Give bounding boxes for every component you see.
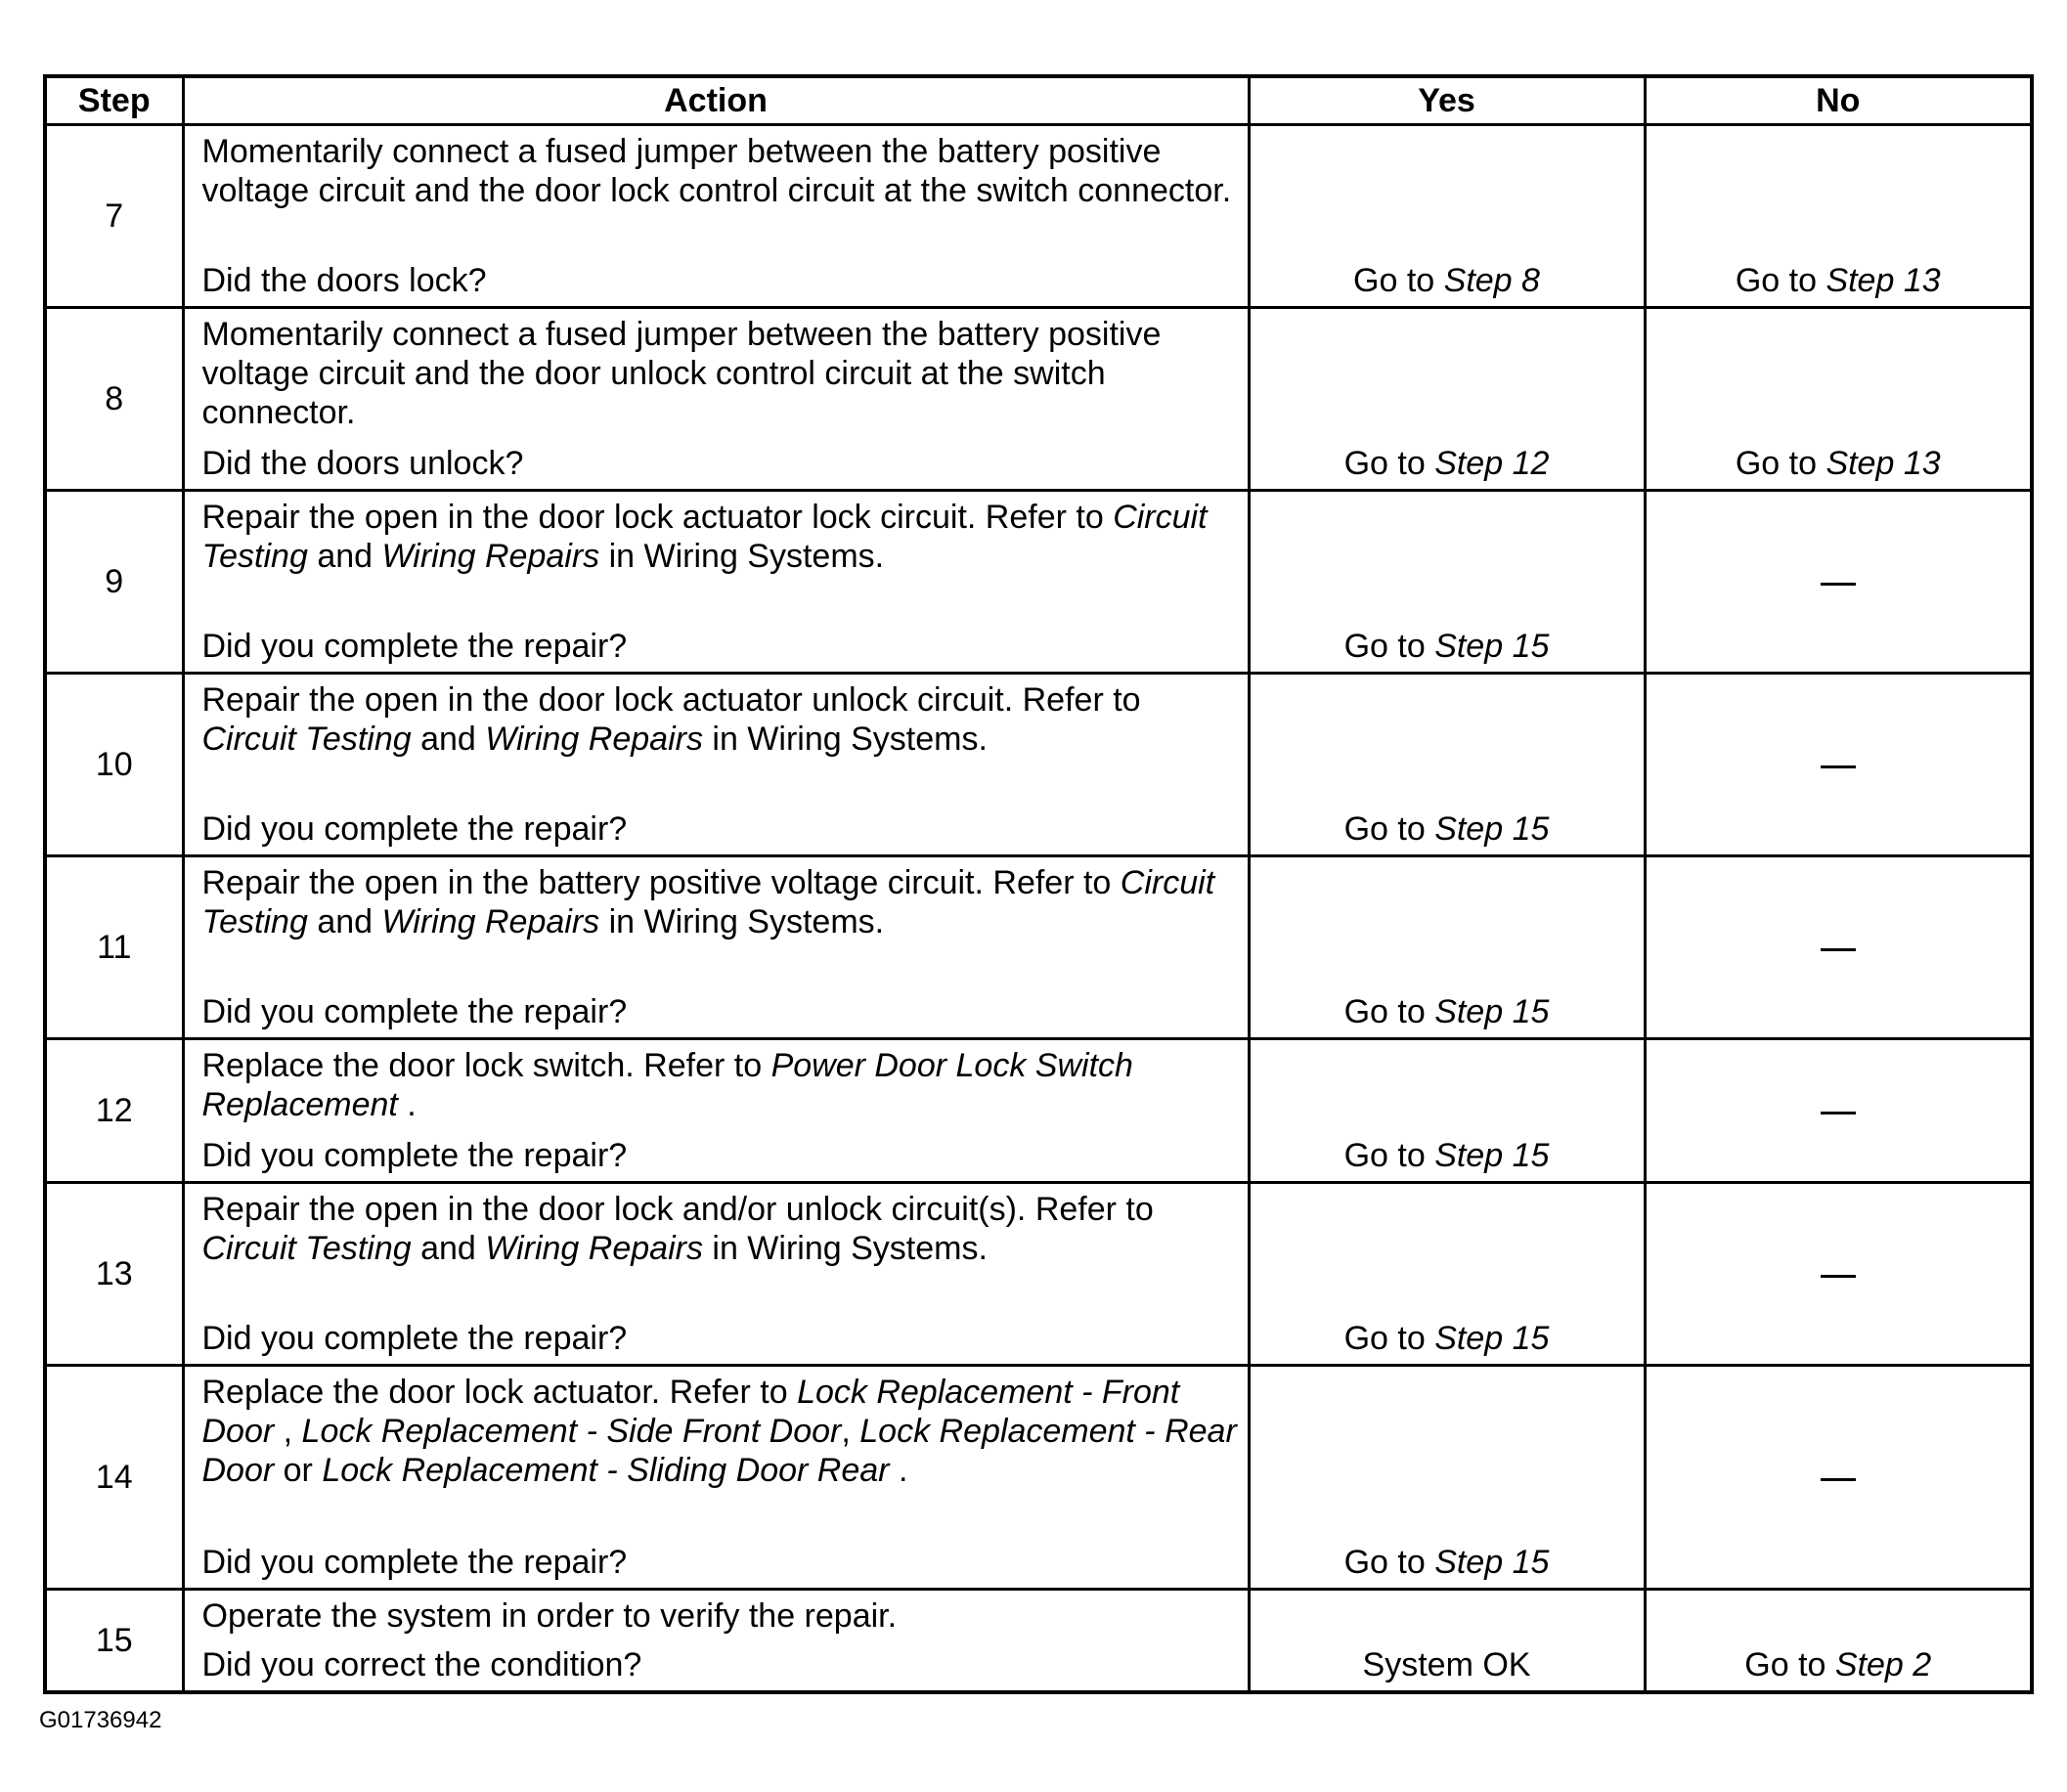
no-result-dash: [1645, 1183, 2032, 1366]
action-question: Did you complete the repair?: [201, 628, 628, 665]
text-segment: or: [274, 1452, 323, 1489]
action-question: Did you correct the condition?: [201, 1646, 642, 1683]
step-number: 7: [45, 125, 183, 308]
text-segment: .: [889, 1452, 908, 1489]
action-instruction: [202, 1190, 1238, 1268]
action-cell: [183, 491, 1249, 674]
italic-reference: Step 13: [1825, 445, 1941, 482]
text-segment: ,: [841, 1413, 860, 1450]
yes-result: [1249, 125, 1645, 308]
step-number: 10: [45, 674, 183, 856]
step-number: 11: [45, 856, 183, 1039]
text-segment: Go to: [1343, 1320, 1435, 1357]
text-segment: Replace the door lock switch. Refer to: [201, 1047, 771, 1084]
header-row: [45, 76, 2032, 125]
step-number: 8: [45, 308, 183, 491]
yes-result: [1249, 1590, 1645, 1693]
header-action: Action: [183, 76, 1249, 125]
italic-reference: Step 8: [1443, 262, 1540, 299]
action-content: [202, 498, 1238, 666]
dash-mark: [1821, 583, 1856, 586]
action-content: [202, 1046, 1238, 1175]
text-segment: System OK: [1362, 1646, 1531, 1683]
text-segment: Momentarily connect a fused jumper between the battery positive voltage circuit and the door unlock control circuit at the switch connector.: [201, 316, 1162, 431]
action-question: Did you complete the repair?: [201, 1544, 628, 1581]
text-segment: Repair the open in the door lock actuator lock circuit. Refer to: [201, 499, 1114, 536]
italic-reference: Lock Replacement - Side Front Door: [301, 1413, 842, 1450]
text-segment: in Wiring Systems.: [599, 903, 885, 940]
table-row: [45, 674, 2032, 856]
italic-reference: Step 15: [1434, 1320, 1550, 1357]
action-instruction: [202, 863, 1238, 941]
text-segment: Go to: [1343, 1544, 1435, 1581]
text-segment: Go to: [1735, 262, 1826, 299]
text-segment: in Wiring Systems.: [599, 538, 885, 575]
dash-mark: [1821, 1478, 1856, 1481]
table-row: [45, 1590, 2032, 1693]
text-segment: Operate the system in order to verify the repair.: [201, 1597, 898, 1635]
italic-reference: Circuit Testing: [201, 1230, 412, 1267]
dash-mark: [1821, 765, 1856, 768]
action-question: Did you complete the repair?: [201, 993, 628, 1030]
action-content: [202, 863, 1238, 1031]
no-result: [1645, 1590, 2032, 1693]
italic-reference: Step 15: [1434, 993, 1550, 1030]
header-step: Step: [45, 76, 183, 125]
action-instruction: [202, 1596, 1238, 1636]
italic-reference: Step 15: [1434, 810, 1550, 848]
italic-reference: Wiring Repairs: [381, 903, 600, 940]
italic-reference: Step 15: [1434, 1544, 1550, 1581]
italic-reference: Step 13: [1825, 262, 1941, 299]
action-question: Did the doors unlock?: [201, 445, 524, 482]
text-segment: Replace the door lock actuator. Refer to: [201, 1374, 798, 1411]
yes-result: [1249, 491, 1645, 674]
text-segment: Repair the open in the door lock actuator unlock circuit. Refer to: [201, 681, 1141, 719]
action-cell: [183, 1590, 1249, 1693]
italic-reference: Lock Replacement - Front Door: [201, 1374, 1180, 1450]
action-instruction: [202, 1046, 1238, 1124]
action-cell: [183, 1183, 1249, 1366]
italic-reference: Circuit Testing: [201, 499, 1208, 575]
italic-reference: Step 12: [1434, 445, 1550, 482]
step-number: 12: [45, 1039, 183, 1183]
italic-reference: Lock Replacement - Rear Door: [201, 1413, 1237, 1489]
text-segment: Momentarily connect a fused jumper between the battery positive voltage circuit and the door lock control circuit at the switch connector.: [201, 133, 1232, 209]
header-yes: Yes: [1249, 76, 1645, 125]
action-instruction: [202, 498, 1238, 576]
action-question: Did you complete the repair?: [201, 1320, 628, 1357]
yes-result: [1249, 856, 1645, 1039]
action-cell: [183, 1039, 1249, 1183]
italic-reference: Step 15: [1434, 1137, 1550, 1174]
action-content: [202, 680, 1238, 849]
no-result-dash: [1645, 856, 2032, 1039]
italic-reference: Circuit Testing: [201, 721, 412, 758]
action-content: [202, 1190, 1238, 1358]
yes-result: [1249, 1183, 1645, 1366]
action-instruction: [202, 1373, 1238, 1490]
table-row: [45, 491, 2032, 674]
text-segment: Repair the open in the door lock and/or unlock circuit(s). Refer to: [201, 1191, 1154, 1228]
no-result: [1645, 125, 2032, 308]
text-segment: Go to: [1343, 628, 1435, 665]
yes-result: [1249, 1366, 1645, 1590]
action-question: Did you complete the repair?: [201, 1137, 628, 1174]
diagnostic-table: [43, 74, 2034, 1694]
action-cell: [183, 308, 1249, 491]
action-question: Did the doors lock?: [201, 262, 487, 299]
text-segment: and: [307, 903, 382, 940]
step-number: 13: [45, 1183, 183, 1366]
table-row: [45, 856, 2032, 1039]
no-result: [1645, 308, 2032, 491]
step-number: 14: [45, 1366, 183, 1590]
text-segment: Go to: [1343, 445, 1435, 482]
action-question: Did you complete the repair?: [201, 810, 628, 848]
action-instruction: [202, 680, 1238, 759]
header-no: No: [1645, 76, 2032, 125]
table-body: [45, 125, 2032, 1693]
dash-mark: [1821, 1112, 1856, 1115]
table-row: [45, 1039, 2032, 1183]
italic-reference: Wiring Repairs: [381, 538, 600, 575]
no-result-dash: [1645, 674, 2032, 856]
text-segment: ,: [274, 1413, 302, 1450]
action-content: [202, 132, 1238, 300]
no-result-dash: [1645, 491, 2032, 674]
yes-result: [1249, 1039, 1645, 1183]
italic-reference: Power Door Lock Switch Replacement: [201, 1047, 1133, 1123]
italic-reference: Circuit Testing: [201, 864, 1215, 940]
text-segment: Go to: [1735, 445, 1826, 482]
text-segment: Go to: [1353, 262, 1444, 299]
step-number: 9: [45, 491, 183, 674]
yes-result: [1249, 674, 1645, 856]
italic-reference: Step 2: [1834, 1646, 1932, 1683]
text-segment: Repair the open in the battery positive voltage circuit. Refer to: [201, 864, 1121, 901]
action-cell: [183, 674, 1249, 856]
table-row: [45, 1183, 2032, 1366]
no-result-dash: [1645, 1039, 2032, 1183]
text-segment: and: [307, 538, 382, 575]
action-content: [202, 1596, 1238, 1684]
action-content: [202, 1373, 1238, 1582]
italic-reference: Lock Replacement - Sliding Door Rear: [322, 1452, 890, 1489]
text-segment: .: [397, 1086, 417, 1123]
text-segment: and: [411, 1230, 486, 1267]
table-row: [45, 308, 2032, 491]
italic-reference: Wiring Repairs: [485, 1230, 703, 1267]
step-number: 15: [45, 1590, 183, 1693]
italic-reference: Step 15: [1434, 628, 1550, 665]
figure-code: G01736942: [39, 1707, 162, 1733]
text-segment: and: [411, 721, 486, 758]
action-cell: [183, 1366, 1249, 1590]
dash-mark: [1821, 948, 1856, 951]
action-content: [202, 315, 1238, 483]
no-result-dash: [1645, 1366, 2032, 1590]
table-row: [45, 1366, 2032, 1590]
text-segment: Go to: [1343, 810, 1435, 848]
text-segment: Go to: [1343, 993, 1435, 1030]
action-instruction: [202, 315, 1238, 432]
text-segment: in Wiring Systems.: [702, 721, 988, 758]
text-segment: Go to: [1343, 1137, 1435, 1174]
italic-reference: Wiring Repairs: [485, 721, 703, 758]
action-cell: [183, 856, 1249, 1039]
table-row: [45, 125, 2032, 308]
text-segment: in Wiring Systems.: [702, 1230, 988, 1267]
text-segment: Go to: [1744, 1646, 1835, 1683]
dash-mark: [1821, 1275, 1856, 1278]
action-instruction: [202, 132, 1238, 210]
action-cell: [183, 125, 1249, 308]
yes-result: [1249, 308, 1645, 491]
